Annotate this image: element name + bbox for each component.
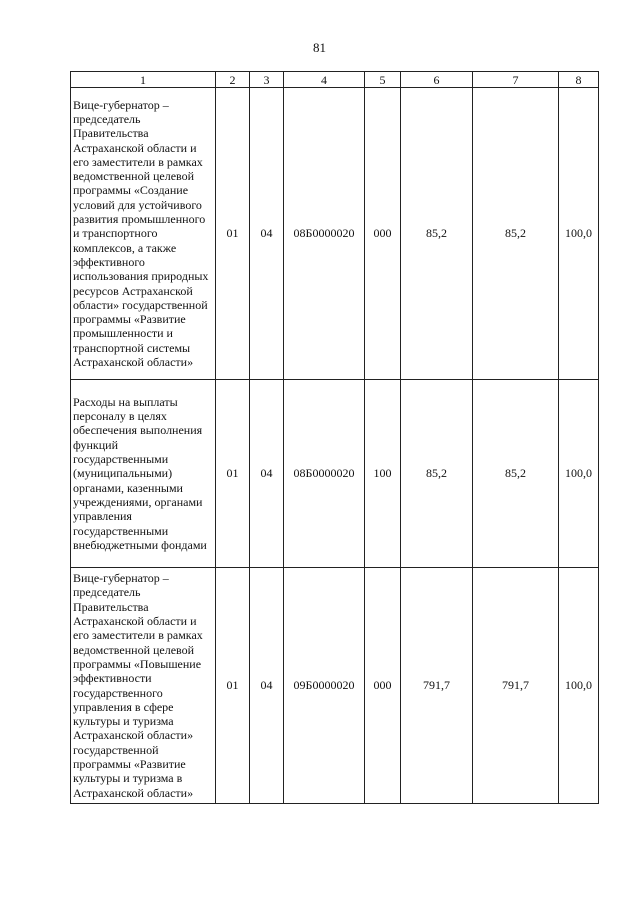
row-expense-type: 000 — [365, 88, 401, 380]
header-col-1: 1 — [71, 72, 216, 88]
row-section: 01 — [216, 88, 250, 380]
row-percent: 100,0 — [559, 88, 599, 380]
header-col-8: 8 — [559, 72, 599, 88]
row-percent: 100,0 — [559, 380, 599, 568]
header-col-4: 4 — [284, 72, 365, 88]
row-expense-type: 100 — [365, 380, 401, 568]
header-col-3: 3 — [250, 72, 284, 88]
header-row — [71, 72, 599, 88]
row-expense-type: 000 — [365, 568, 401, 804]
page-number: 81 — [313, 40, 326, 55]
row-amount-actual: 85,2 — [473, 380, 559, 568]
header-col-2: 2 — [216, 72, 250, 88]
header-col-5: 5 — [365, 72, 401, 88]
row-amount-plan: 85,2 — [401, 380, 473, 568]
header-col-6: 6 — [401, 72, 473, 88]
row-target-code: 09Б0000020 — [284, 568, 365, 804]
header-col-7: 7 — [473, 72, 559, 88]
row-target-code: 08Б0000020 — [284, 380, 365, 568]
table-row — [71, 88, 599, 380]
row-target-code: 08Б0000020 — [284, 88, 365, 380]
row-subsection: 04 — [250, 568, 284, 804]
row-description: Расходы на выплаты персоналу в целях обеспечения выполнения функций государственными (муниципальными) органами, казенными учреждениями, органами управления государственными внебюджетными фондами — [71, 380, 216, 568]
row-subsection: 04 — [250, 88, 284, 380]
table-row — [71, 568, 599, 804]
row-description: Вице-губернатор – председатель Правительства Астраханской области и его заместители в рамках ведомственной целевой программы «Повышение эффективности государственного управления в сфере культуры и туризма Астраханской области» государственной программы «Развитие культуры и туризма в Астраханской области» — [71, 568, 216, 804]
budget-table — [70, 71, 599, 804]
row-description: Вице-губернатор – председатель Правительства Астраханской области и его заместители в рамках ведомственной целевой программы «Создание условий для устойчивого развития промышленного и транспортного комплексов, а также эффективного использования природных ресурсов Астраханской области» государственной программы «Развитие промышленности и транспортной системы Астраханской области» — [71, 88, 216, 380]
row-subsection: 04 — [250, 380, 284, 568]
row-percent: 100,0 — [559, 568, 599, 804]
table-row — [71, 380, 599, 568]
row-amount-plan: 85,2 — [401, 88, 473, 380]
row-amount-actual: 791,7 — [473, 568, 559, 804]
row-amount-plan: 791,7 — [401, 568, 473, 804]
row-section: 01 — [216, 380, 250, 568]
row-amount-actual: 85,2 — [473, 88, 559, 380]
row-section: 01 — [216, 568, 250, 804]
